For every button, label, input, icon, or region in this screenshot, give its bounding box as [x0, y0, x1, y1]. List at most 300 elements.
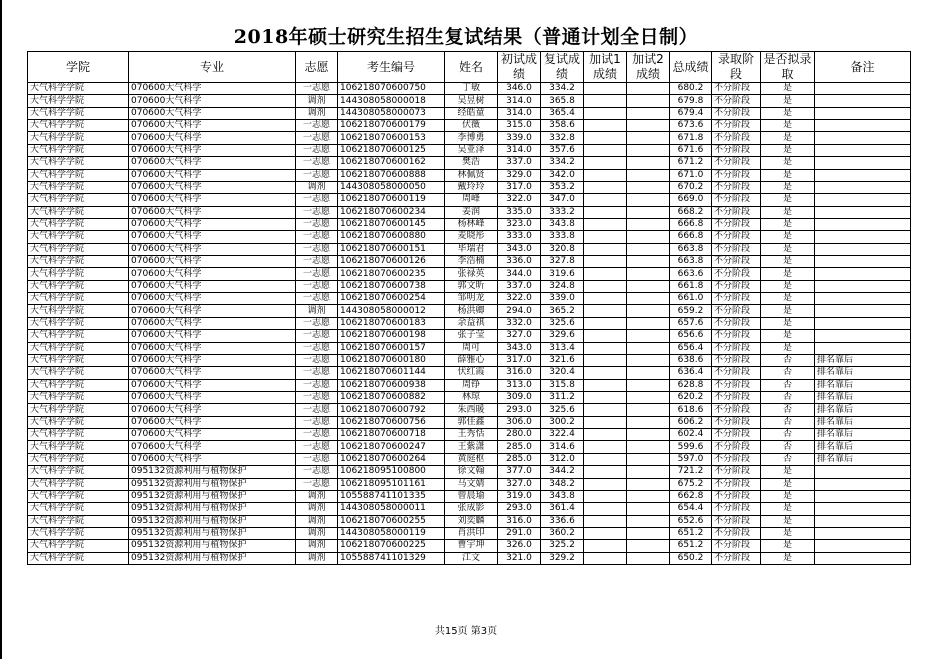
cell-preference: 调剂 [296, 503, 338, 515]
cell-major: 070600大气科学 [129, 144, 296, 156]
cell-retest-score: 329.6 [541, 330, 584, 342]
cell-extra-test-1 [584, 181, 627, 193]
table-row [28, 194, 911, 206]
cell-extra-test-2 [627, 157, 670, 169]
cell-remark [815, 95, 911, 107]
cell-remark [815, 107, 911, 119]
cell-preference: 一志愿 [296, 218, 338, 230]
cell-preference: 调剂 [296, 95, 338, 107]
cell-extra-test-1 [584, 367, 627, 379]
cell-retest-score: 314.6 [541, 441, 584, 453]
cell-prelim-score: 335.0 [498, 206, 541, 218]
cell-college: 大气科学学院 [28, 280, 129, 292]
cell-admission-stage: 不分阶段 [712, 379, 761, 391]
cell-college: 大气科学学院 [28, 181, 129, 193]
cell-preference: 一志愿 [296, 379, 338, 391]
table-row [28, 391, 911, 403]
cell-candidate-id: 106218070600198 [338, 330, 445, 342]
cell-extra-test-2 [627, 83, 670, 95]
cell-preference: 一志愿 [296, 367, 338, 379]
header-major: 专业 [129, 52, 296, 83]
cell-major: 095132资源利用与植物保护 [129, 515, 296, 527]
cell-preference: 一志愿 [296, 293, 338, 305]
cell-major: 095132资源利用与植物保护 [129, 527, 296, 539]
cell-prelim-score: 315.0 [498, 120, 541, 132]
cell-name: 张成影 [445, 503, 498, 515]
table-row [28, 144, 911, 156]
cell-candidate-id: 106218070600183 [338, 317, 445, 329]
cell-remark [815, 317, 911, 329]
cell-extra-test-1 [584, 231, 627, 243]
cell-retest-score: 343.8 [541, 218, 584, 230]
cell-admitted: 否 [761, 354, 815, 366]
cell-admitted: 是 [761, 503, 815, 515]
cell-candidate-id: 106218095100800 [338, 466, 445, 478]
cell-extra-test-2 [627, 379, 670, 391]
cell-admission-stage: 不分阶段 [712, 478, 761, 490]
cell-total-score: 651.2 [670, 540, 712, 552]
header-remark: 备注 [815, 52, 911, 83]
cell-retest-score: 329.2 [541, 552, 584, 564]
cell-prelim-score: 309.0 [498, 391, 541, 403]
cell-candidate-id: 106218070600235 [338, 268, 445, 280]
cell-major: 070600大气科学 [129, 243, 296, 255]
cell-candidate-id: 106218070600738 [338, 280, 445, 292]
cell-name: 丁敏 [445, 83, 498, 95]
cell-remark: 排名靠后 [815, 441, 911, 453]
cell-extra-test-2 [627, 515, 670, 527]
cell-admitted: 是 [761, 120, 815, 132]
cell-admitted: 否 [761, 429, 815, 441]
cell-remark [815, 206, 911, 218]
cell-admission-stage: 不分阶段 [712, 441, 761, 453]
cell-major: 070600大气科学 [129, 280, 296, 292]
cell-extra-test-1 [584, 527, 627, 539]
cell-college: 大气科学学院 [28, 515, 129, 527]
cell-extra-test-2 [627, 317, 670, 329]
cell-admitted: 是 [761, 305, 815, 317]
cell-extra-test-1 [584, 317, 627, 329]
header-prelim-score: 初试成绩 [498, 52, 541, 83]
cell-admission-stage: 不分阶段 [712, 181, 761, 193]
cell-extra-test-2 [627, 404, 670, 416]
cell-remark [815, 144, 911, 156]
cell-remark [815, 181, 911, 193]
cell-extra-test-2 [627, 466, 670, 478]
cell-prelim-score: 316.0 [498, 515, 541, 527]
cell-candidate-id: 106218070600180 [338, 354, 445, 366]
cell-prelim-score: 314.0 [498, 144, 541, 156]
cell-extra-test-1 [584, 132, 627, 144]
cell-candidate-id: 106218070600888 [338, 169, 445, 181]
cell-admitted: 是 [761, 466, 815, 478]
cell-admitted: 否 [761, 391, 815, 403]
cell-candidate-id: 106218070600153 [338, 132, 445, 144]
cell-college: 大气科学学院 [28, 490, 129, 502]
cell-extra-test-1 [584, 243, 627, 255]
cell-prelim-score: 317.0 [498, 181, 541, 193]
cell-candidate-id: 106218070600750 [338, 83, 445, 95]
cell-name: 王紫潇 [445, 441, 498, 453]
cell-total-score: 673.6 [670, 120, 712, 132]
cell-admission-stage: 不分阶段 [712, 490, 761, 502]
cell-admission-stage: 不分阶段 [712, 429, 761, 441]
cell-total-score: 668.2 [670, 206, 712, 218]
cell-admitted: 是 [761, 83, 815, 95]
table-row [28, 293, 911, 305]
cell-major: 070600大气科学 [129, 429, 296, 441]
cell-retest-score: 333.8 [541, 231, 584, 243]
cell-college: 大气科学学院 [28, 231, 129, 243]
cell-admission-stage: 不分阶段 [712, 194, 761, 206]
cell-extra-test-1 [584, 416, 627, 428]
cell-total-score: 663.8 [670, 243, 712, 255]
cell-extra-test-2 [627, 478, 670, 490]
header-preference: 志愿 [296, 52, 338, 83]
cell-admitted: 是 [761, 540, 815, 552]
cell-extra-test-1 [584, 490, 627, 502]
table-row [28, 305, 911, 317]
cell-name: 徐文翰 [445, 466, 498, 478]
cell-candidate-id: 144308058000011 [338, 503, 445, 515]
cell-college: 大气科学学院 [28, 453, 129, 465]
cell-preference: 一志愿 [296, 391, 338, 403]
table-row [28, 243, 911, 255]
table-row [28, 527, 911, 539]
cell-preference: 一志愿 [296, 453, 338, 465]
cell-remark [815, 280, 911, 292]
cell-preference: 一志愿 [296, 206, 338, 218]
cell-admission-stage: 不分阶段 [712, 305, 761, 317]
page-number: 共15页 第3页 [434, 626, 498, 637]
header-name: 姓名 [445, 52, 498, 83]
table-row [28, 503, 911, 515]
cell-major: 070600大气科学 [129, 416, 296, 428]
table-row [28, 441, 911, 453]
cell-total-score: 671.0 [670, 169, 712, 181]
cell-extra-test-2 [627, 342, 670, 354]
cell-total-score: 654.4 [670, 503, 712, 515]
cell-name: 伏红霞 [445, 367, 498, 379]
cell-extra-test-1 [584, 354, 627, 366]
cell-college: 大气科学学院 [28, 404, 129, 416]
cell-prelim-score: 339.0 [498, 132, 541, 144]
cell-remark [815, 466, 911, 478]
cell-extra-test-1 [584, 342, 627, 354]
cell-retest-score: 321.6 [541, 354, 584, 366]
cell-admission-stage: 不分阶段 [712, 95, 761, 107]
cell-extra-test-1 [584, 391, 627, 403]
cell-extra-test-1 [584, 256, 627, 268]
cell-extra-test-1 [584, 293, 627, 305]
cell-remark: 排名靠后 [815, 379, 911, 391]
cell-retest-score: 344.2 [541, 466, 584, 478]
cell-admitted: 是 [761, 243, 815, 255]
cell-college: 大气科学学院 [28, 527, 129, 539]
cell-remark [815, 83, 911, 95]
table-row [28, 379, 911, 391]
cell-extra-test-2 [627, 268, 670, 280]
table-row [28, 404, 911, 416]
cell-preference: 一志愿 [296, 231, 338, 243]
cell-admission-stage: 不分阶段 [712, 466, 761, 478]
cell-college: 大气科学学院 [28, 317, 129, 329]
cell-total-score: 656.6 [670, 330, 712, 342]
cell-prelim-score: 327.0 [498, 330, 541, 342]
cell-name: 余益祺 [445, 317, 498, 329]
cell-admitted: 否 [761, 453, 815, 465]
cell-admission-stage: 不分阶段 [712, 342, 761, 354]
cell-retest-score: 320.4 [541, 367, 584, 379]
cell-preference: 一志愿 [296, 120, 338, 132]
cell-preference: 一志愿 [296, 429, 338, 441]
cell-extra-test-1 [584, 95, 627, 107]
cell-retest-score: 324.8 [541, 280, 584, 292]
cell-extra-test-1 [584, 120, 627, 132]
cell-total-score: 618.6 [670, 404, 712, 416]
cell-admission-stage: 不分阶段 [712, 120, 761, 132]
cell-name: 吴昱树 [445, 95, 498, 107]
cell-major: 095132资源利用与植物保护 [129, 540, 296, 552]
cell-prelim-score: 293.0 [498, 404, 541, 416]
cell-total-score: 679.8 [670, 95, 712, 107]
cell-retest-score: 336.6 [541, 515, 584, 527]
cell-retest-score: 348.2 [541, 478, 584, 490]
cell-admitted: 是 [761, 490, 815, 502]
cell-admission-stage: 不分阶段 [712, 540, 761, 552]
cell-major: 095132资源利用与植物保护 [129, 503, 296, 515]
cell-remark [815, 342, 911, 354]
cell-prelim-score: 333.0 [498, 231, 541, 243]
cell-name: 姜润 [445, 206, 498, 218]
cell-preference: 一志愿 [296, 342, 338, 354]
cell-candidate-id: 106218070600264 [338, 453, 445, 465]
cell-major: 070600大气科学 [129, 206, 296, 218]
cell-major: 070600大气科学 [129, 181, 296, 193]
cell-candidate-id: 106218070600179 [338, 120, 445, 132]
cell-total-score: 657.6 [670, 317, 712, 329]
cell-admission-stage: 不分阶段 [712, 107, 761, 119]
cell-preference: 调剂 [296, 107, 338, 119]
cell-retest-score: 327.8 [541, 256, 584, 268]
cell-extra-test-2 [627, 280, 670, 292]
cell-college: 大气科学学院 [28, 95, 129, 107]
cell-admitted: 是 [761, 317, 815, 329]
cell-major: 070600大气科学 [129, 218, 296, 230]
table-row [28, 95, 911, 107]
cell-major: 070600大气科学 [129, 317, 296, 329]
cell-extra-test-1 [584, 268, 627, 280]
cell-total-score: 721.2 [670, 466, 712, 478]
table-row [28, 169, 911, 181]
cell-major: 095132资源利用与植物保护 [129, 478, 296, 490]
cell-candidate-id: 144308058000050 [338, 181, 445, 193]
table-row [28, 367, 911, 379]
cell-extra-test-2 [627, 132, 670, 144]
cell-remark: 排名靠后 [815, 354, 911, 366]
cell-admission-stage: 不分阶段 [712, 256, 761, 268]
cell-admission-stage: 不分阶段 [712, 354, 761, 366]
table-row [28, 181, 911, 193]
cell-extra-test-1 [584, 330, 627, 342]
cell-total-score: 602.4 [670, 429, 712, 441]
cell-candidate-id: 106218070600125 [338, 144, 445, 156]
table-row [28, 490, 911, 502]
cell-preference: 一志愿 [296, 169, 338, 181]
cell-extra-test-2 [627, 231, 670, 243]
cell-preference: 一志愿 [296, 144, 338, 156]
cell-admitted: 是 [761, 157, 815, 169]
cell-extra-test-2 [627, 206, 670, 218]
cell-retest-score: 325.6 [541, 317, 584, 329]
cell-admission-stage: 不分阶段 [712, 317, 761, 329]
cell-major: 070600大气科学 [129, 379, 296, 391]
cell-preference: 一志愿 [296, 194, 338, 206]
cell-candidate-id: 106218070600145 [338, 218, 445, 230]
cell-prelim-score: 317.0 [498, 354, 541, 366]
cell-candidate-id: 144308058000018 [338, 95, 445, 107]
table-row [28, 429, 911, 441]
cell-major: 070600大气科学 [129, 231, 296, 243]
cell-retest-score: 325.2 [541, 540, 584, 552]
cell-name: 李浩楠 [445, 256, 498, 268]
cell-retest-score: 300.2 [541, 416, 584, 428]
table-row [28, 330, 911, 342]
cell-retest-score: 353.2 [541, 181, 584, 193]
cell-remark [815, 132, 911, 144]
cell-name: 肖洪印 [445, 527, 498, 539]
cell-remark: 排名靠后 [815, 416, 911, 428]
cell-extra-test-1 [584, 157, 627, 169]
cell-total-score: 638.6 [670, 354, 712, 366]
cell-retest-score: 334.2 [541, 83, 584, 95]
cell-retest-score: 312.0 [541, 453, 584, 465]
cell-total-score: 636.4 [670, 367, 712, 379]
cell-remark: 排名靠后 [815, 404, 911, 416]
cell-prelim-score: 344.0 [498, 268, 541, 280]
cell-major: 070600大气科学 [129, 132, 296, 144]
cell-extra-test-1 [584, 540, 627, 552]
cell-candidate-id: 144308058000119 [338, 527, 445, 539]
cell-name: 刘奕麟 [445, 515, 498, 527]
cell-extra-test-2 [627, 107, 670, 119]
cell-prelim-score: 332.0 [498, 317, 541, 329]
cell-preference: 一志愿 [296, 404, 338, 416]
cell-prelim-score: 377.0 [498, 466, 541, 478]
table-row [28, 453, 911, 465]
cell-admission-stage: 不分阶段 [712, 268, 761, 280]
cell-candidate-id: 106218070600938 [338, 379, 445, 391]
cell-prelim-score: 313.0 [498, 379, 541, 391]
table-row [28, 157, 911, 169]
cell-preference: 一志愿 [296, 243, 338, 255]
cell-retest-score: 365.4 [541, 107, 584, 119]
cell-prelim-score: 294.0 [498, 305, 541, 317]
cell-name: 林琼 [445, 391, 498, 403]
cell-admitted: 是 [761, 293, 815, 305]
header-admission-stage: 录取阶段 [712, 52, 761, 83]
cell-major: 070600大气科学 [129, 107, 296, 119]
cell-admitted: 是 [761, 169, 815, 181]
page-left-edge [0, 0, 2, 659]
cell-college: 大气科学学院 [28, 330, 129, 342]
cell-admission-stage: 不分阶段 [712, 453, 761, 465]
cell-total-score: 662.8 [670, 490, 712, 502]
cell-name: 薛雅心 [445, 354, 498, 366]
cell-candidate-id: 106218070600880 [338, 231, 445, 243]
cell-prelim-score: 343.0 [498, 342, 541, 354]
cell-extra-test-1 [584, 194, 627, 206]
cell-remark [815, 243, 911, 255]
cell-name: 郭佳鑫 [445, 416, 498, 428]
cell-remark [815, 120, 911, 132]
cell-preference: 一志愿 [296, 478, 338, 490]
header-college: 学院 [28, 52, 129, 83]
cell-remark [815, 268, 911, 280]
cell-prelim-score: 323.0 [498, 218, 541, 230]
cell-admission-stage: 不分阶段 [712, 231, 761, 243]
table-row [28, 416, 911, 428]
cell-college: 大气科学学院 [28, 354, 129, 366]
cell-admission-stage: 不分阶段 [712, 144, 761, 156]
cell-name: 经皓童 [445, 107, 498, 119]
cell-total-score: 671.2 [670, 157, 712, 169]
cell-remark [815, 194, 911, 206]
cell-major: 070600大气科学 [129, 157, 296, 169]
cell-major: 070600大气科学 [129, 453, 296, 465]
cell-prelim-score: 336.0 [498, 256, 541, 268]
cell-candidate-id: 106218070600162 [338, 157, 445, 169]
cell-college: 大气科学学院 [28, 367, 129, 379]
cell-admission-stage: 不分阶段 [712, 206, 761, 218]
cell-prelim-score: 316.0 [498, 367, 541, 379]
cell-retest-score: 365.8 [541, 95, 584, 107]
cell-college: 大气科学学院 [28, 305, 129, 317]
cell-retest-score: 339.0 [541, 293, 584, 305]
cell-college: 大气科学学院 [28, 478, 129, 490]
header-admitted: 是否拟录取 [761, 52, 815, 83]
cell-name: 马文婧 [445, 478, 498, 490]
cell-retest-score: 361.4 [541, 503, 584, 515]
cell-extra-test-1 [584, 441, 627, 453]
table-row [28, 342, 911, 354]
cell-name: 麦晓彤 [445, 231, 498, 243]
cell-extra-test-2 [627, 144, 670, 156]
cell-preference: 一志愿 [296, 268, 338, 280]
cell-preference: 一志愿 [296, 157, 338, 169]
cell-major: 070600大气科学 [129, 256, 296, 268]
cell-extra-test-1 [584, 379, 627, 391]
results-table [27, 51, 911, 565]
cell-remark: 排名靠后 [815, 429, 911, 441]
cell-prelim-score: 329.0 [498, 169, 541, 181]
cell-name: 周铮 [445, 379, 498, 391]
cell-admitted: 是 [761, 478, 815, 490]
cell-admission-stage: 不分阶段 [712, 83, 761, 95]
cell-remark [815, 527, 911, 539]
cell-major: 070600大气科学 [129, 83, 296, 95]
cell-name: 伏薇 [445, 120, 498, 132]
table-row [28, 280, 911, 292]
cell-total-score: 675.2 [670, 478, 712, 490]
cell-candidate-id: 106218070600882 [338, 391, 445, 403]
cell-name: 朱西暖 [445, 404, 498, 416]
cell-extra-test-2 [627, 95, 670, 107]
cell-name: 林佩贤 [445, 169, 498, 181]
header-candidate-id: 考生编号 [338, 52, 445, 83]
cell-major: 070600大气科学 [129, 354, 296, 366]
table-row [28, 132, 911, 144]
